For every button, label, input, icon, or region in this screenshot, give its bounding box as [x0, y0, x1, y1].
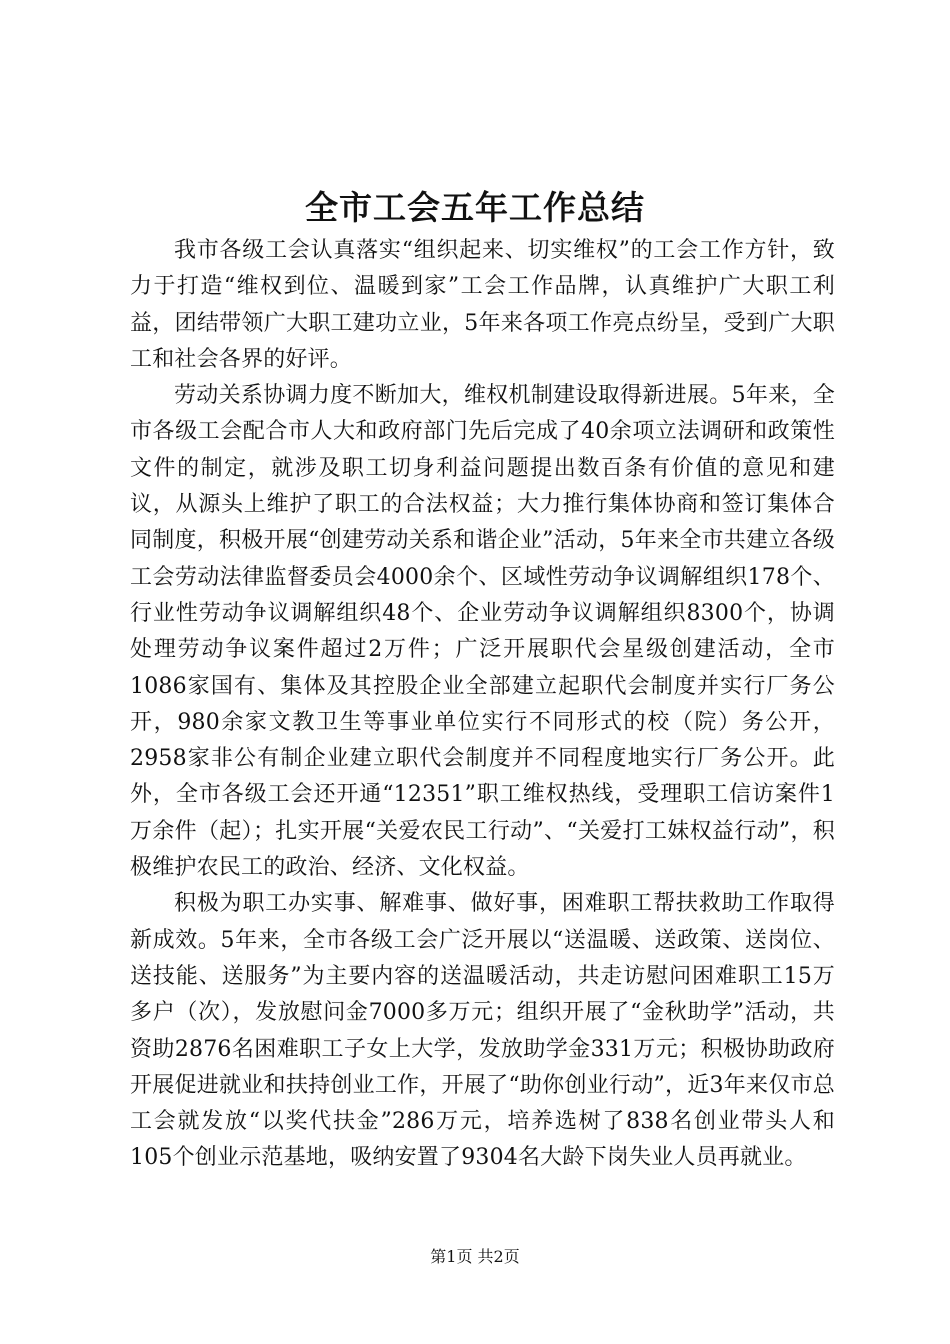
- paragraph-labor-relations: 劳动关系协调力度不断加大，维权机制建设取得新进展。5年来，全市各级工会配合市人大和政府部门先后完成了40余项立法调研和政策性文件的制定，就涉及职工切身利益问题提出数百条有价值的意见和建议，从源头上维护了职工的合法权益；大力推行集体协商和签订集体合同制度，积极开展“创建劳动关系和谐企业”活动，5年来全市共建立各级工会劳动法律监督委员会4000余个、区域性劳动争议调解组织178个、行业性劳动争议调解组织48个、企业劳动争议调解组织8300个，协调处理劳动争议案件超过2万件；广泛开展职代会星级创建活动，全市1086家国有、集体及其控股企业全部建立起职代会制度并实行厂务公开，980余家文教卫生等事业单位实行不同形式的校（院）务公开，2958家非公有制企业建立职代会制度并不同程度地实行厂务公开。此外，全市各级工会还开通“12351”职工维权热线，受理职工信访案件1万余件（起）；扎实开展“关爱农民工行动”、“关爱打工妹权益行动”，积极维护农民工的政治、经济、文化权益。: [130, 383, 835, 881]
- paragraph-assistance: 积极为职工办实事、解难事、做好事，困难职工帮扶救助工作取得新成效。5年来，全市各级工会广泛开展以“送温暖、送政策、送岗位、送技能、送服务”为主要内容的送温暖活动，共走访慰问困难职工15万多户（次），发放慰问金7000多万元；组织开展了“金秋助学”活动，共资助2876名困难职工子女上大学，发放助学金331万元；积极协助政府开展促进就业和扶持创业工作，开展了“助你创业行动”，近3年来仅市总工会就发放“以奖代扶金”286万元，培养选树了838名创业带头人和105个创业示范基地，吸纳安置了9304名大龄下岗失业人员再就业。: [130, 891, 835, 1171]
- page-footer: 第1页 共2页: [430, 1247, 520, 1266]
- paragraph-intro: 我市各级工会认真落实“组织起来、切实维权”的工会工作方针，致力于打造“维权到位、温暖到家”工会工作品牌，认真维护广大职工利益，团结带领广大职工建功立业，5年来各项工作亮点纷呈，受到广大职工和社会各界的好评。: [130, 238, 835, 372]
- document-title: 全市工会五年工作总结: [305, 188, 645, 227]
- document-body: [130, 233, 835, 1177]
